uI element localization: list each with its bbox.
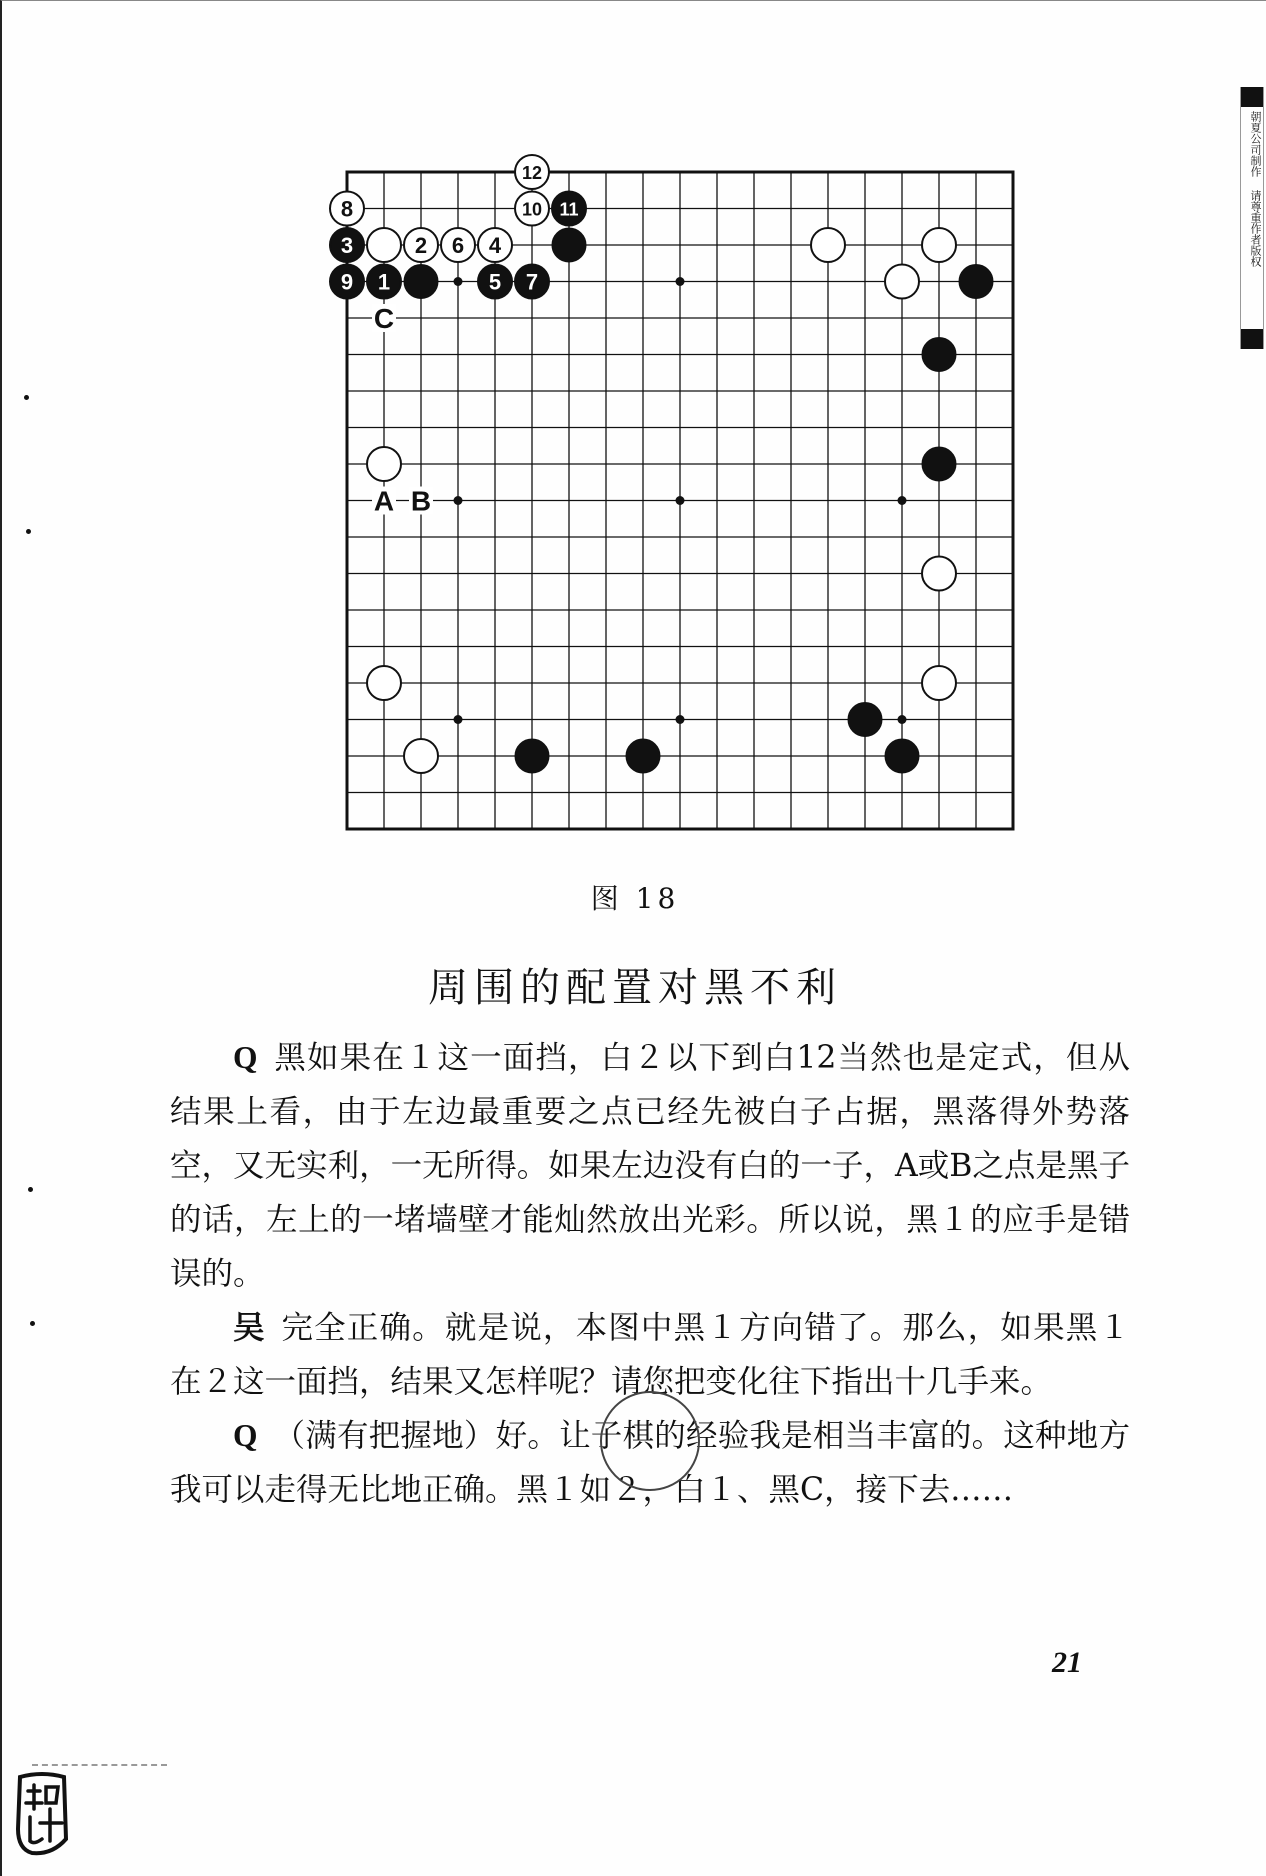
speaker-label: Q: [233, 1418, 258, 1453]
side-copyright-label: 朝夏公司制作 请尊重作者版权: [1249, 111, 1262, 267]
white-stone: [811, 228, 845, 262]
move-number-label: 3: [340, 233, 354, 258]
move-number-label: 4: [488, 233, 502, 258]
position-marker: A: [373, 485, 395, 517]
white-stone: [367, 447, 401, 481]
white-stone: [367, 666, 401, 700]
black-stone: [922, 447, 956, 481]
cursor-ring: [600, 1391, 700, 1491]
black-stone: [404, 265, 438, 299]
strip-cap-top: [1241, 87, 1263, 107]
scan-speck: [26, 529, 31, 534]
move-number-label: 9: [340, 269, 354, 295]
black-stone: [848, 703, 882, 737]
paragraph-text: （满有把握地）好。让子棋的经验我是相当丰富的。这种地方我可以走得无比地正确。黑１如２，白１、黑C，接下去……: [170, 1418, 1130, 1508]
move-number-label: 5: [488, 269, 502, 295]
white-stone: [922, 228, 956, 262]
seal-stamp: [12, 1769, 72, 1859]
move-number-label: 6: [451, 233, 465, 258]
star-point: [898, 496, 907, 505]
figure-caption: 图 18: [590, 882, 680, 915]
paragraph: [170, 1031, 1130, 1301]
scan-speck: [24, 395, 29, 400]
star-point: [454, 496, 463, 505]
white-stone: [367, 228, 401, 262]
black-stone: [552, 228, 586, 262]
move-number-label: 8: [340, 196, 354, 222]
scan-artifact-line: [32, 1764, 167, 1766]
move-number-label: 11: [559, 199, 579, 220]
star-point: [676, 496, 685, 505]
position-marker: C: [373, 303, 395, 334]
star-point: [454, 277, 463, 286]
speaker-label: 吴: [233, 1310, 266, 1345]
strip-cap-bottom: [1241, 329, 1263, 349]
black-stone: [626, 739, 660, 773]
star-point: [898, 715, 907, 724]
move-number-label: 10: [521, 199, 543, 220]
move-number-label: 7: [525, 269, 539, 295]
star-point: [676, 277, 685, 286]
star-point: [676, 715, 685, 724]
go-board-diagram: [302, 151, 982, 841]
speaker-label: Q: [233, 1040, 258, 1075]
page-number: 21: [1052, 1646, 1082, 1679]
black-stone: [959, 265, 993, 299]
black-stone: [922, 338, 956, 372]
star-point: [454, 715, 463, 724]
section-title: 周围的配置对黑不利: [428, 965, 842, 1011]
paragraph-text: 完全正确。就是说，本图中黑１方向错了。那么，如果黑１在２这一面挡，结果又怎样呢？请您把变化往下指出十几手来。: [170, 1310, 1130, 1400]
move-number-label: 12: [521, 163, 543, 183]
paragraph-text: 黑如果在１这一面挡，白２以下到白12当然也是定式，但从结果上看，由于左边最重要之点已经先被白子占据，黑落得外势落空，又无实利，一无所得。如果左边没有白的一子，A或B之点是黑子的话，左上的一堵墙壁才能灿然放出光彩。所以说，黑１的应手是错误的。: [170, 1040, 1130, 1292]
black-stone: [515, 739, 549, 773]
white-stone: [922, 666, 956, 700]
move-number-label: 1: [377, 269, 391, 295]
position-marker: B: [410, 485, 432, 517]
white-stone: [404, 739, 438, 773]
black-stone: [885, 739, 919, 773]
white-stone: [922, 557, 956, 591]
scan-speck: [28, 1187, 33, 1192]
side-copyright-strip: [1240, 87, 1264, 349]
scan-speck: [30, 1321, 35, 1326]
move-number-label: 2: [414, 233, 428, 258]
white-stone: [885, 265, 919, 299]
